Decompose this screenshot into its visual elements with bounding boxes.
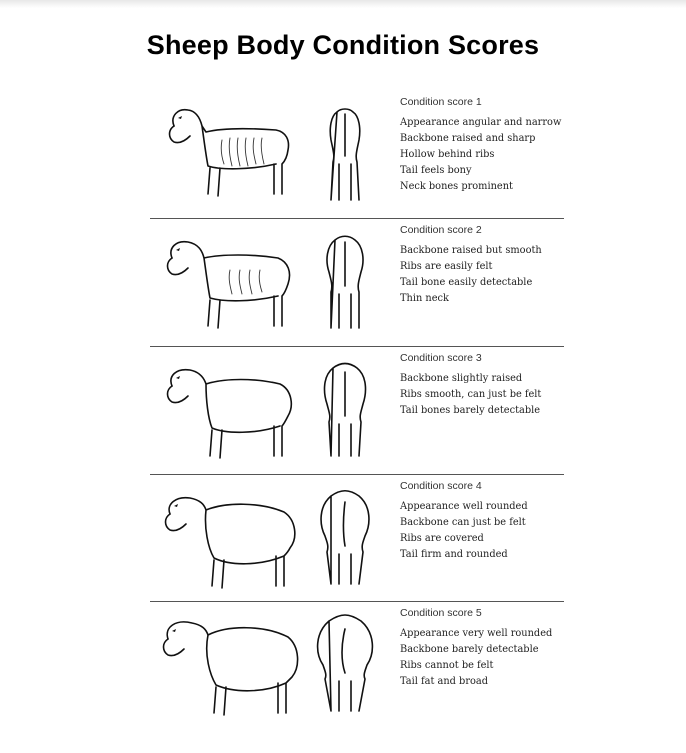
sheep-rear-score-1-illustration: [315, 104, 375, 208]
condition-line: Backbone can just be felt: [400, 517, 526, 528]
condition-line: Ribs are covered: [400, 533, 484, 544]
sheep-rear-score-3-illustration: [315, 360, 375, 464]
page-title: Sheep Body Condition Scores: [146, 30, 540, 60]
condition-row-5: [150, 601, 564, 729]
condition-line: Backbone raised and sharp: [400, 133, 536, 144]
condition-score-title: Condition score 2: [400, 224, 482, 236]
condition-line: Hollow behind ribs: [400, 149, 495, 160]
condition-line: Backbone slightly raised: [400, 373, 523, 384]
top-shadow-bar: [0, 0, 686, 8]
condition-line: Backbone raised but smooth: [400, 245, 542, 256]
condition-line: Tail bones barely detectable: [400, 405, 541, 416]
condition-line: Ribs are easily felt: [400, 261, 493, 272]
condition-line: Ribs smooth, can just be felt: [400, 389, 542, 400]
sheep-side-score-3-illustration: [160, 356, 300, 466]
condition-text-4: [400, 480, 570, 563]
condition-line: Backbone barely detectable: [400, 644, 539, 655]
condition-score-title: Condition score 3: [400, 352, 482, 364]
condition-line: Tail fat and broad: [400, 676, 489, 687]
condition-score-title: Condition score 5: [400, 607, 482, 619]
sheep-side-score-2-illustration: [160, 228, 300, 338]
row-divider: [150, 346, 564, 347]
condition-line: Tail bone easily detectable: [400, 277, 533, 288]
sheep-side-score-1-illustration: [160, 98, 300, 208]
condition-text-3: [400, 352, 570, 419]
condition-line: Tail feels bony: [400, 165, 472, 176]
row-divider: [150, 601, 564, 602]
sheep-side-score-4-illustration: [160, 484, 300, 594]
condition-text-2: [400, 224, 570, 307]
condition-text-5: [400, 607, 570, 690]
sheep-rear-score-2-illustration: [315, 232, 375, 336]
condition-text-1: [400, 96, 570, 195]
condition-line: Ribs cannot be felt: [400, 660, 494, 671]
condition-line: Thin neck: [400, 293, 449, 304]
sheep-side-score-5-illustration: [160, 609, 300, 719]
sheep-rear-score-5-illustration: [315, 613, 375, 717]
condition-line: Appearance angular and narrow: [400, 117, 562, 128]
condition-line: Tail firm and rounded: [400, 549, 508, 560]
condition-row-2: [150, 218, 564, 346]
condition-score-title: Condition score 1: [400, 96, 482, 108]
condition-line: Neck bones prominent: [400, 181, 513, 192]
row-divider: [150, 218, 564, 219]
condition-score-title: Condition score 4: [400, 480, 482, 492]
condition-row-3: [150, 346, 564, 474]
condition-line: Appearance very well rounded: [400, 628, 553, 639]
row-divider: [150, 474, 564, 475]
condition-row-4: [150, 474, 564, 602]
condition-line: Appearance well rounded: [400, 501, 528, 512]
sheep-rear-score-4-illustration: [315, 488, 375, 592]
condition-row-1: [150, 90, 564, 218]
